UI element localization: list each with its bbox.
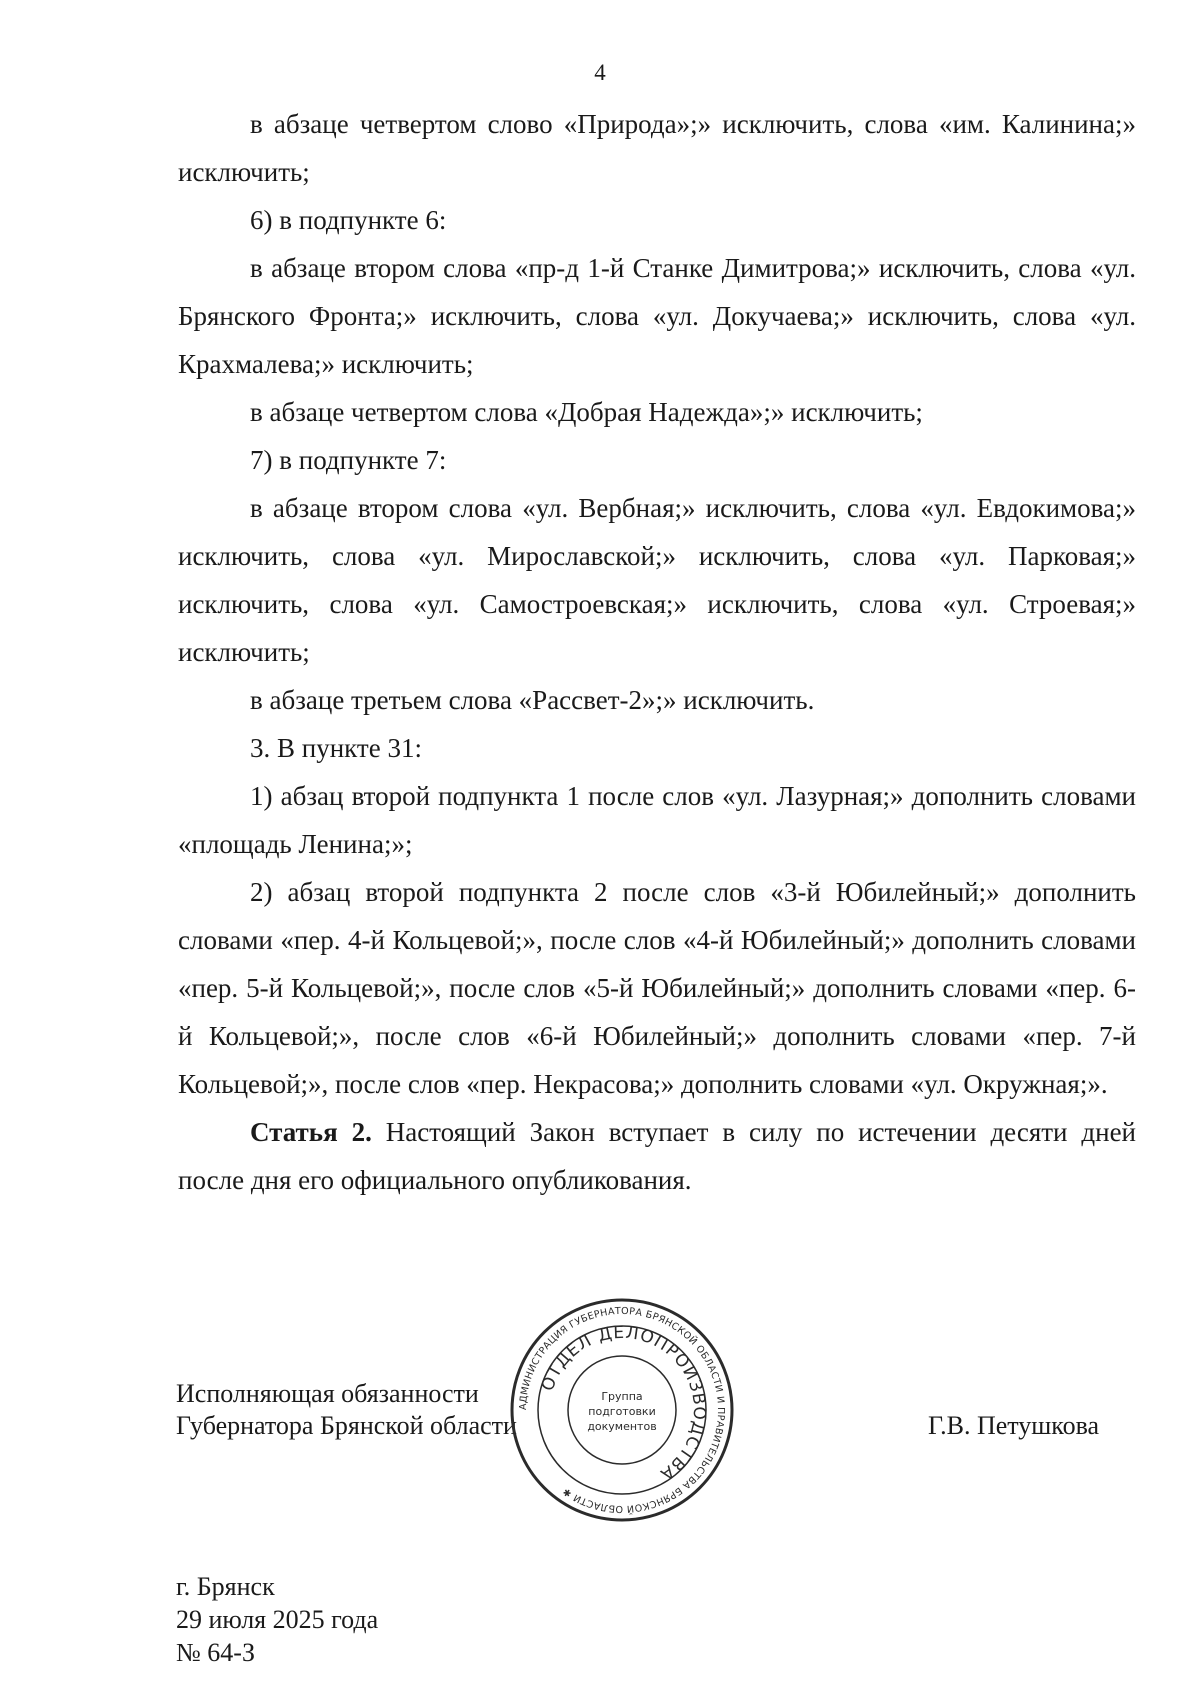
signatory-title-line-1: Исполняющая обязанности [176,1379,479,1408]
paragraph: 1) абзац второй подпункта 1 после слов «ул. Лазурная;» дополнить словами «площадь Ленина;»; [178,781,1136,859]
official-stamp [508,1296,736,1524]
article-2 [178,1108,1136,1204]
stamp-center-line-1: Группа [601,1390,643,1403]
signatory-title [176,1378,517,1442]
paragraph: в абзаце третьем слова «Рассвет-2»;» исключить. [250,685,815,715]
paragraph: 2) абзац второй подпункта 2 после слов «3-й Юбилейный;» дополнить словами «пер. 4-й Кольцевой;», после слов «4-й Юбилейный;» дополнить словами «пер. 5-й Кольцевой;», после слов «5-й Юбилейный;» дополнить словами «пер. 6-й Кольцевой;», после слов «6-й Юбилейный;» дополнить словами «пер. 7-й Кольцевой;», после слов «пер. Некрасова;» дополнить словами «ул. Окружная;». [178,877,1136,1099]
law-number: № 64-З [176,1638,255,1667]
paragraph: в абзаце втором слова «ул. Вербная;» исключить, слова «ул. Евдокимова;» исключить, слова «ул. Мирославской;» исключить, слова «ул. Парковая;» исключить, слова «ул. Самостроевская;» исключить, слова «ул. Строевая;» исключить; [178,493,1136,667]
paragraph: в абзаце втором слова «пр-д 1-й Станке Димитрова;» исключить, слова «ул. Брянского Фронта;» исключить, слова «ул. Докучаева;» исключить, слова «ул. Крахмалева;» исключить; [178,253,1136,379]
article-label: Статья 2. [250,1117,372,1147]
place-date-number [176,1570,378,1669]
stamp-center-line-2: подготовки [588,1405,656,1418]
paragraph: 6) в подпункте 6: [250,205,447,235]
signatory-name: Г.В. Петушкова [928,1411,1100,1440]
article-text: Настоящий Закон вступает в силу по истечении десяти дней после дня его официального опубликования. [178,1117,1136,1195]
paragraph: в абзаце четвертом слова «Добрая Надежда»;» исключить; [250,397,923,427]
svg-text:ОТДЕЛ ДЕЛОПРОИЗВОДСТВА [538,1323,709,1485]
paragraph: в абзаце четвертом слово «Природа»;» исключить, слова «им. Калинина;» исключить; [178,109,1136,187]
city: г. Брянск [176,1572,275,1601]
signatory-title-line-2: Губернатора Брянской области [176,1411,517,1440]
document-body [178,100,1136,1204]
stamp-inner-text: ОТДЕЛ ДЕЛОПРОИЗВОДСТВА [537,1322,710,1485]
paragraph: 7) в подпункте 7: [250,445,447,475]
page-number: 4 [594,60,606,85]
stamp-center-line-3: документов [587,1420,657,1433]
date: 29 июля 2025 года [176,1605,379,1634]
stamp-outer-text: АДМИНИСТРАЦИЯ ГУБЕРНАТОРА БРЯНСКОЙ ОБЛАСТИ И ПРАВИТЕЛЬСТВА БРЯНСКОЙ ОБЛАСТИ ✱ [517,1305,727,1515]
paragraph: 3. В пункте 31: [250,733,422,763]
